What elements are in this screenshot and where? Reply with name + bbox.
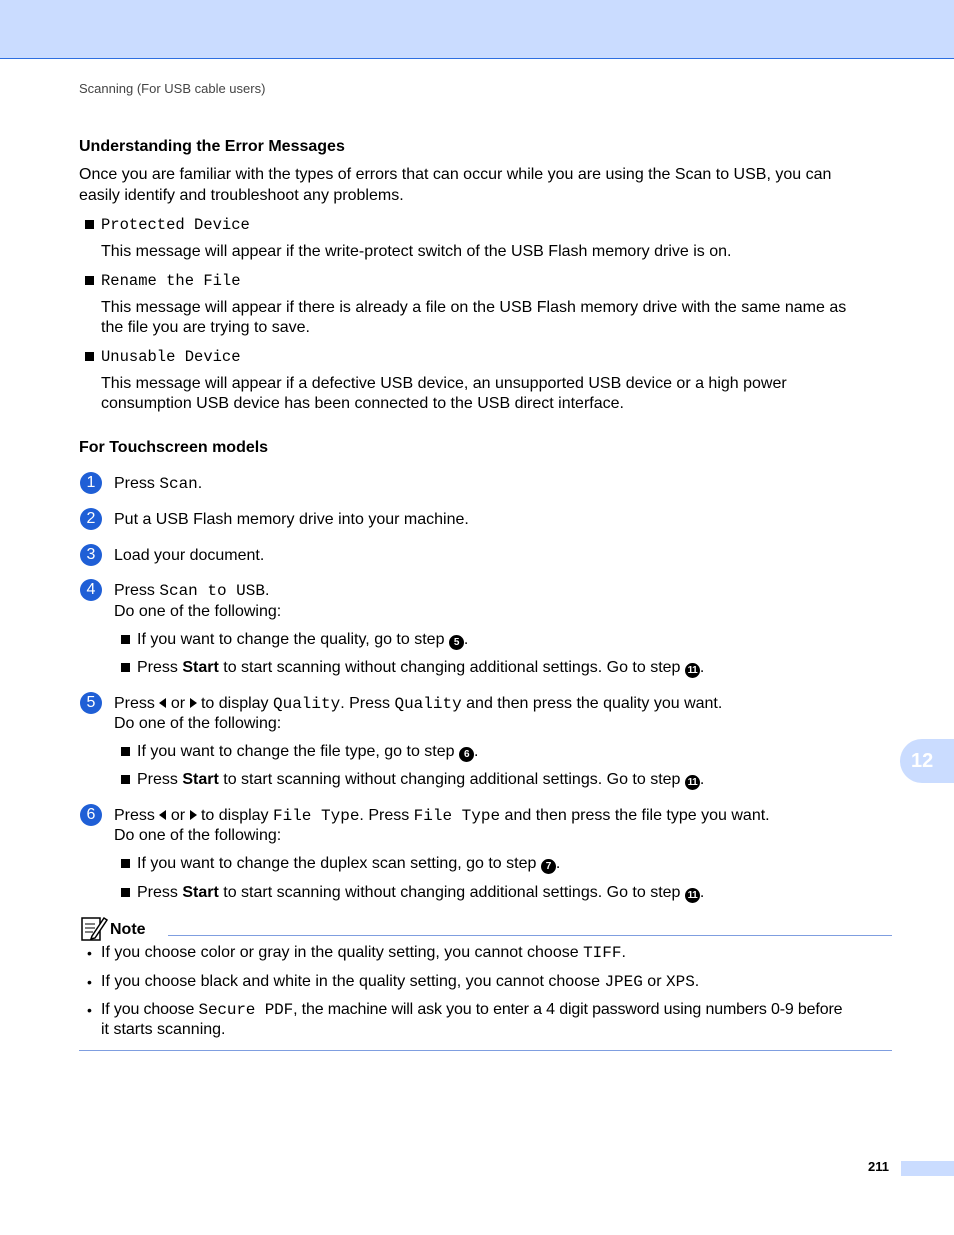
- error-desc: This message will appear if a defective USB device, an unsupported USB device or a high power: [101, 375, 787, 392]
- intro-line-2: easily identify and troubleshoot any problems.: [79, 187, 404, 204]
- step-6-badge: 6: [80, 804, 102, 826]
- step-ref-icon: 5: [449, 635, 464, 650]
- header-band: [0, 0, 954, 59]
- note-top-rule: [168, 935, 892, 936]
- bullet-square-icon: [85, 220, 94, 229]
- step-5-option-1: If you want to change the file type, go to step 6 .: [137, 743, 479, 760]
- running-head: Scanning (For USB cable users): [79, 81, 266, 96]
- note-bullet-icon: •: [87, 945, 92, 961]
- note-bullet-icon: •: [87, 974, 92, 990]
- bullet-square-icon: [85, 352, 94, 361]
- chapter-tab: 12: [900, 739, 954, 783]
- page-number: 211: [868, 1159, 889, 1174]
- note-item-3-line-2: it starts scanning.: [101, 1021, 226, 1038]
- step-ref-icon: 11: [685, 888, 700, 903]
- step-4-text: Press Scan to USB.: [114, 582, 270, 600]
- right-arrow-icon: [190, 810, 197, 820]
- step-ref-icon: 7: [541, 859, 556, 874]
- error-desc: This message will appear if there is already a file on the USB Flash memory drive with the same name as: [101, 299, 847, 316]
- step-6-do-one: Do one of the following:: [114, 827, 282, 844]
- left-arrow-icon: [159, 810, 166, 820]
- bullet-square-icon: [121, 775, 130, 784]
- step-2-text: Put a USB Flash memory drive into your machine.: [114, 511, 469, 528]
- step-1-text: Press Scan.: [114, 475, 203, 493]
- note-bottom-rule: [79, 1050, 892, 1051]
- error-name: Protected Device: [101, 216, 250, 234]
- section-heading-errors: Understanding the Error Messages: [79, 138, 345, 155]
- page-number-block: [901, 1161, 954, 1176]
- step-6-option-1: If you want to change the duplex scan setting, go to step 7 .: [137, 855, 561, 872]
- note-pencil-icon: [80, 914, 108, 942]
- step-1-badge: 1: [80, 472, 102, 494]
- note-item-1: If you choose color or gray in the quality setting, you cannot choose TIFF.: [101, 944, 626, 962]
- intro-line-1: Once you are familiar with the types of errors that can occur while you are using the Scan to USB, you can: [79, 166, 832, 183]
- error-desc: the file you are trying to save.: [101, 319, 310, 336]
- note-item-3: If you choose Secure PDF, the machine will ask you to enter a 4 digit password using numbers 0-9 before: [101, 1001, 843, 1019]
- bullet-square-icon: [121, 635, 130, 644]
- step-5-option-2: Press Start to start scanning without changing additional settings. Go to step 11 .: [137, 771, 705, 788]
- error-name: Rename the File: [101, 272, 241, 290]
- right-arrow-icon: [190, 698, 197, 708]
- step-3-badge: 3: [80, 544, 102, 566]
- step-6-text: Press or to display File Type. Press File Type and then press the file type you want.: [114, 807, 770, 825]
- bullet-square-icon: [121, 888, 130, 897]
- step-4-option-1: If you want to change the quality, go to step 5 .: [137, 631, 469, 648]
- note-bullet-icon: •: [87, 1002, 92, 1018]
- step-ref-icon: 11: [685, 663, 700, 678]
- section-heading-touchscreen: For Touchscreen models: [79, 439, 269, 456]
- step-5-do-one: Do one of the following:: [114, 715, 282, 732]
- step-ref-icon: 11: [685, 775, 700, 790]
- left-arrow-icon: [159, 698, 166, 708]
- bullet-square-icon: [121, 859, 130, 868]
- step-4-do-one: Do one of the following:: [114, 603, 282, 620]
- step-2-badge: 2: [80, 508, 102, 530]
- note-title: Note: [110, 921, 146, 938]
- step-ref-icon: 6: [459, 747, 474, 762]
- bullet-square-icon: [121, 747, 130, 756]
- error-desc: consumption USB device has been connected to the USB direct interface.: [101, 395, 624, 412]
- bullet-square-icon: [121, 663, 130, 672]
- step-5-text: Press or to display Quality. Press Quality and then press the quality you want.: [114, 695, 723, 713]
- note-item-2: If you choose black and white in the quality setting, you cannot choose JPEG or XPS.: [101, 973, 700, 991]
- step-3-text: Load your document.: [114, 547, 265, 564]
- step-4-option-2: Press Start to start scanning without changing additional settings. Go to step 11 .: [137, 659, 705, 676]
- error-name: Unusable Device: [101, 348, 241, 366]
- bullet-square-icon: [85, 276, 94, 285]
- step-6-option-2: Press Start to start scanning without changing additional settings. Go to step 11 .: [137, 884, 705, 901]
- step-5-badge: 5: [80, 692, 102, 714]
- error-desc: This message will appear if the write-protect switch of the USB Flash memory drive is on.: [101, 243, 732, 260]
- step-4-badge: 4: [80, 579, 102, 601]
